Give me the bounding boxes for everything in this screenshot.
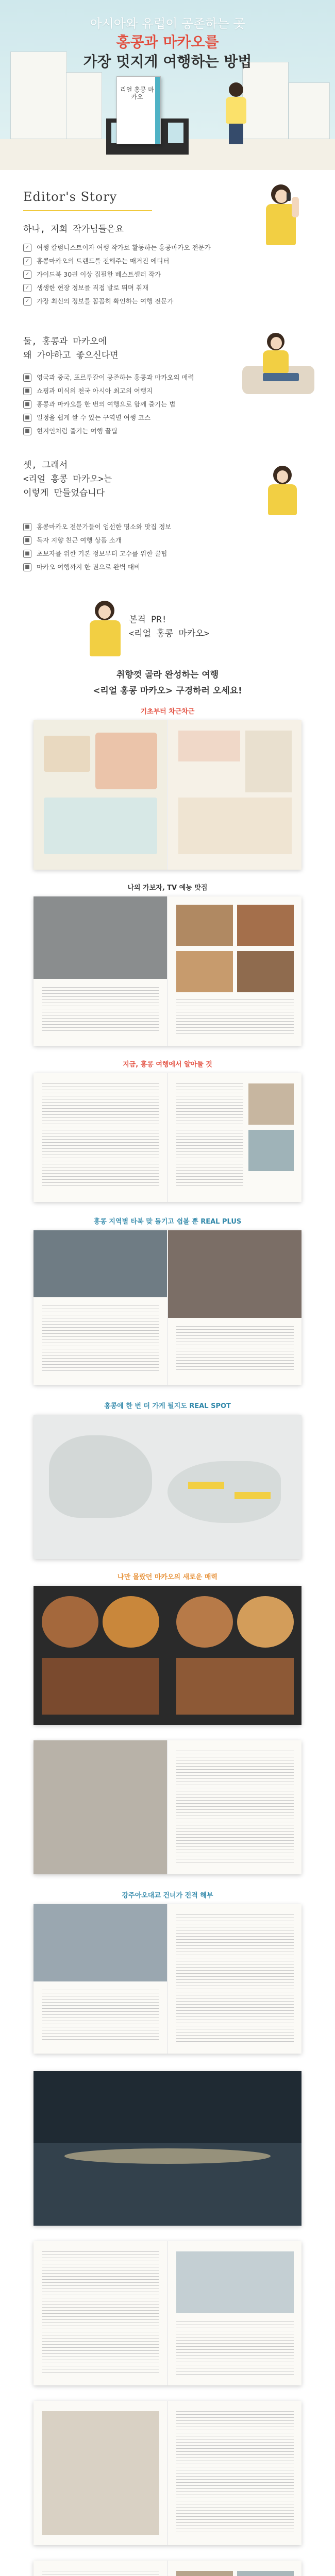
hero-traveler <box>223 82 249 144</box>
list-item: ✓ 생생한 현장 정보를 직접 발로 뛰며 취재 <box>23 281 312 295</box>
page-right <box>168 1586 301 1725</box>
photo-block <box>34 896 167 979</box>
illustration-block <box>178 798 292 854</box>
page-right <box>168 720 301 870</box>
spread-gutter <box>167 1230 168 1385</box>
hero-building <box>289 82 330 139</box>
feature-tag-4: 홍콩 지역별 타북 맞 돌기고 쉽볼 뿐 REAL PLUS <box>93 1218 242 1226</box>
story-title: Editor's Story <box>23 190 118 204</box>
list-item: ✓ 여행 칼럼니스트이자 여행 작가로 활동하는 홍콩마카오 전문가 <box>23 241 312 255</box>
spread-gutter <box>167 1904 168 2054</box>
traveler-legs <box>229 124 243 144</box>
text-block <box>176 1083 243 1187</box>
figure-shirt <box>90 620 121 656</box>
food-photo <box>42 1596 98 1648</box>
editor-face <box>275 190 288 203</box>
photo-block <box>237 951 294 992</box>
map-page <box>34 1415 301 1559</box>
hero-window <box>168 123 183 143</box>
feature-tag-7: 강주아오대교 건너가 전격 해부 <box>122 1892 213 1900</box>
illustration-block <box>44 736 90 772</box>
text-block <box>176 1326 294 1372</box>
page-left <box>34 720 167 870</box>
photo-block <box>176 2251 294 2313</box>
hero-subtitle: 아시아와 유럽이 공존하는 곳 <box>90 16 245 31</box>
title-underline <box>23 210 152 211</box>
book-spread-5 <box>34 1415 301 1559</box>
spread-gutter <box>167 1073 168 1202</box>
spread-gutter <box>167 2401 168 2545</box>
feature-tag-1: 기초부터 차근차근 <box>140 708 195 716</box>
book-spread-7 <box>34 1740 301 1874</box>
book-spread-4 <box>34 1230 301 1385</box>
map-label <box>188 1482 224 1489</box>
square-icon: ■ <box>23 427 31 435</box>
spread-gutter <box>167 1740 168 1874</box>
spread-gutter <box>167 720 168 870</box>
photo-block <box>248 1083 294 1125</box>
heading-line: 이렇게 만들었습니다 <box>23 488 105 499</box>
page-left <box>34 896 167 1046</box>
intro-line-1: 취향껏 골라 완성하는 여행 <box>116 670 219 680</box>
food-photo <box>103 1596 159 1648</box>
book-spread-1 <box>34 720 301 870</box>
page-left <box>34 1740 167 1874</box>
list-item: ■ 초보자를 위한 기본 정보부터 고수를 위한 꿀팁 <box>23 547 312 561</box>
illustration-block <box>178 731 240 761</box>
square-icon: ■ <box>23 550 31 558</box>
list-item: ■ 독자 지향 친근 여행 상품 소개 <box>23 534 312 547</box>
feature-tag-3: 지금, 홍콩 여행에서 알아둘 것 <box>123 1061 212 1069</box>
book-spread-2 <box>34 896 301 1046</box>
hero-title-line2: 가장 멋지게 여행하는 방법 <box>83 53 252 70</box>
text-block <box>176 1751 294 1864</box>
food-photo <box>237 1596 294 1648</box>
pr-illustration <box>82 598 129 665</box>
page-left <box>34 1230 167 1385</box>
figure-face <box>271 337 282 349</box>
phone-icon <box>287 193 291 201</box>
square-icon: ■ <box>23 414 31 422</box>
intro-line-2: <리얼 홍콩 마카오> 구경하러 오세요! <box>93 686 242 696</box>
heading-line: <리얼 홍콩 마카오>는 <box>23 474 112 485</box>
page-right <box>168 2401 301 2545</box>
check-icon: ✓ <box>23 284 31 292</box>
page-left <box>34 2401 167 2545</box>
check-icon: ✓ <box>23 257 31 265</box>
text-block <box>176 2411 294 2535</box>
book-spine <box>155 77 160 144</box>
spread-gutter <box>167 2561 168 2576</box>
page-left <box>34 1073 167 1202</box>
illustration-block <box>95 733 157 789</box>
page-right <box>168 1230 301 1385</box>
bullet-list-3 <box>23 520 312 574</box>
food-photo <box>42 1658 159 1715</box>
page-right <box>168 2241 301 2385</box>
illustration-block <box>44 798 157 854</box>
text-block <box>42 2251 159 2375</box>
text-block <box>42 1083 159 1187</box>
photo-block <box>176 905 233 946</box>
figure-face <box>98 605 111 619</box>
page-right <box>168 1904 301 2054</box>
question-heading-2 <box>23 335 119 363</box>
figure-shirt <box>263 350 289 373</box>
figure-face <box>277 470 288 483</box>
book-spread-12 <box>34 2561 301 2576</box>
square-icon: ■ <box>23 523 31 531</box>
food-photo <box>176 1596 233 1648</box>
book-spread-8 <box>34 1904 301 2054</box>
text-block <box>42 1306 159 1372</box>
photo-block <box>168 1230 301 1318</box>
map-label <box>234 1492 271 1499</box>
pr-line-1: 본격 PR! <box>129 615 167 625</box>
photo-block <box>237 2571 294 2576</box>
book-spread-3 <box>34 1073 301 1202</box>
book-spread-6 <box>34 1586 301 1725</box>
list-item: ■ 현지인처럼 즐기는 여행 꿀팁 <box>23 425 312 438</box>
heading-line: 셋, 그래서 <box>23 460 68 470</box>
text-block <box>42 2571 159 2576</box>
text-block <box>42 987 159 1033</box>
traveler-body <box>226 97 246 124</box>
list-item: ■ 홍콩과 마카오를 한 번의 여행으로 함께 즐기는 법 <box>23 398 312 411</box>
intro-heading <box>0 667 335 696</box>
list-item: ■ 마카오 여행까지 한 권으로 완벽 대비 <box>23 561 312 574</box>
check-icon: ✓ <box>23 297 31 306</box>
photo-block <box>176 951 233 992</box>
photo-block <box>248 1130 294 1171</box>
page-right <box>168 1740 301 1874</box>
text-block <box>42 1990 159 2041</box>
feature-tag-5: 홍콩에 한 번 더 가게 될지도 REAL SPOT <box>104 1402 231 1410</box>
check-icon: ✓ <box>23 244 31 252</box>
check-icon: ✓ <box>23 270 31 279</box>
hero-banner <box>0 0 335 170</box>
hero-book-cover <box>116 76 161 144</box>
list-item: ■ 홍콩마카오 전문가들이 엄선한 명소와 맛집 정보 <box>23 520 312 534</box>
heading-line: 둘, 홍콩과 마카오에 <box>23 336 107 347</box>
editor-arm <box>292 197 299 217</box>
photo-block <box>42 2411 159 2535</box>
feature-tag-2: 나의 가보자, TV 예능 맛집 <box>127 884 208 892</box>
heading-line: 왜 가야하고 좋으신다면 <box>23 350 119 361</box>
food-photo <box>176 1658 294 1715</box>
photo-block <box>34 1904 167 1981</box>
question-heading-3 <box>23 459 112 501</box>
book-spread-9 <box>34 2071 301 2226</box>
page-left <box>34 1586 167 1725</box>
night-photo-page <box>34 2071 301 2226</box>
map-landmass <box>49 1435 152 1518</box>
pr-heading <box>129 613 247 654</box>
page-right <box>168 1073 301 1202</box>
list-item: ■ 쇼핑과 미식의 천국 아시아 최고의 여행지 <box>23 384 312 398</box>
page-left <box>34 2561 167 2576</box>
page-left <box>34 2241 167 2385</box>
square-icon: ■ <box>23 374 31 382</box>
list-item: ✓ 홍콩마카오의 트렌드를 전해주는 매거진 에디터 <box>23 255 312 268</box>
feature-tag-6: 나만 몰랐던 마카오의 새로운 매력 <box>118 1573 217 1581</box>
bullet-list-1 <box>23 241 312 308</box>
photo-block <box>176 2571 233 2576</box>
illustration-block <box>245 731 292 792</box>
book-spread-11 <box>34 2401 301 2545</box>
hero-title-line1: 홍콩과 마카오를 <box>116 33 219 50</box>
list-item: ■ 일정을 쉽게 짤 수 있는 구역별 여행 코스 <box>23 411 312 425</box>
page-right <box>168 2561 301 2576</box>
bridge-lights <box>64 2148 271 2164</box>
page-left <box>34 1904 167 2054</box>
square-icon: ■ <box>23 563 31 571</box>
pr-line-2: <리얼 홍콩 마카오> <box>129 629 209 639</box>
photo-block <box>237 905 294 946</box>
page-right <box>168 896 301 1046</box>
list-item: ✓ 가이드북 30권 이상 집필한 베스트셀러 작가 <box>23 268 312 281</box>
square-icon: ■ <box>23 387 31 395</box>
book-title: 리얼 홍콩 마카오 <box>120 86 154 101</box>
figure-shirt <box>268 484 297 515</box>
square-icon: ■ <box>23 400 31 409</box>
bullet-list-2 <box>23 371 312 438</box>
text-block <box>176 999 294 1036</box>
text-block <box>176 2321 294 2375</box>
hero-building <box>66 72 102 139</box>
book-spread-10 <box>34 2241 301 2385</box>
text-block <box>176 1914 294 2043</box>
list-item: ✓ 가장 최신의 정보를 꼼꼼히 확인하는 여행 전문가 <box>23 295 312 308</box>
spread-gutter <box>167 2241 168 2385</box>
traveler-head <box>229 82 243 97</box>
photo-block <box>34 1740 167 1874</box>
list-item: ■ 영국과 중국, 포르투갈이 공존하는 홍콩과 마카오의 매력 <box>23 371 312 384</box>
spread-gutter <box>167 896 168 1046</box>
greeting-heading: 하나, 저희 작가님들은요 <box>23 224 124 234</box>
photo-block <box>34 1230 167 1297</box>
square-icon: ■ <box>23 536 31 545</box>
